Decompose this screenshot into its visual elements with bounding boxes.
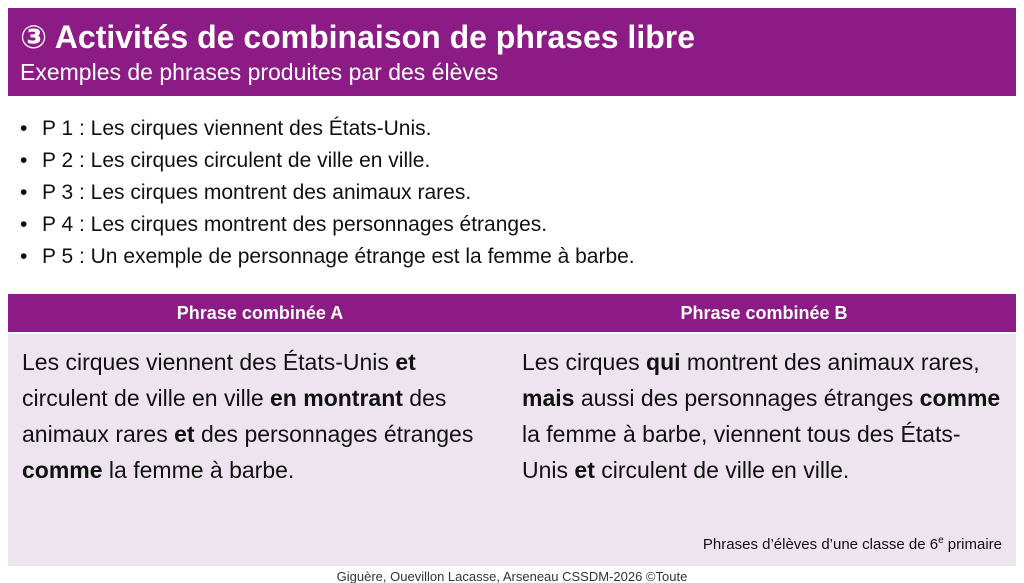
combined-sentence-a bbox=[8, 344, 512, 488]
sentence-segment: montrent des animaux rares, bbox=[680, 349, 980, 375]
footer-credit: Giguère, Ouevillon Lacasse, Arseneau CSSDM-2026 ©Toute bbox=[336, 569, 688, 583]
bullet-icon: • bbox=[20, 181, 28, 204]
sentence-segment: des animaux rares bbox=[22, 385, 447, 447]
source-note-text: Phrases d’élèves d’une classe de 6 bbox=[702, 536, 939, 553]
sentence-segment: des personnages étranges bbox=[194, 421, 474, 447]
table-body-row bbox=[8, 334, 1016, 488]
sentence-item bbox=[20, 177, 635, 209]
combined-sentence-b bbox=[512, 344, 1016, 488]
sentence-item bbox=[20, 209, 635, 241]
slide-title: ③ Activités de combinaison de phrases libre bbox=[20, 19, 695, 55]
sentence-item bbox=[20, 241, 635, 273]
column-header-a: Phrase combinée A bbox=[176, 303, 344, 323]
sentence-segment: circulent de ville en ville. bbox=[594, 457, 850, 483]
sentence-text: P 5 : Un exemple de personnage étrange est la femme à barbe. bbox=[42, 245, 635, 268]
connector-word: comme bbox=[22, 457, 103, 483]
slide-header bbox=[8, 8, 1016, 96]
sentence-segment: aussi des personnages étranges bbox=[574, 385, 920, 411]
connector-word: mais bbox=[522, 385, 575, 411]
sentence-segment: la femme à barbe. bbox=[102, 457, 295, 483]
sentence-item bbox=[20, 113, 635, 145]
sentence-text: P 1 : Les cirques viennent des États-Unis. bbox=[42, 117, 432, 140]
source-note-text: primaire bbox=[943, 536, 1002, 553]
slide-subtitle: Exemples de phrases produites par des élèves bbox=[20, 59, 499, 85]
column-header-b: Phrase combinée B bbox=[680, 303, 848, 323]
sentence-segment: la femme à barbe, viennent tous des États-Unis bbox=[522, 421, 961, 483]
sentence-segment: Les cirques bbox=[522, 349, 647, 375]
sentence-segment: circulent de ville en ville bbox=[22, 385, 271, 411]
sentence-item bbox=[20, 145, 635, 177]
connector-word: et bbox=[174, 421, 195, 447]
sentence-text: P 4 : Les cirques montrent des personnages étranges. bbox=[42, 213, 548, 236]
ordinal-suffix: e bbox=[938, 535, 944, 546]
combined-sentences-table bbox=[8, 294, 1016, 566]
bullet-icon: • bbox=[20, 149, 28, 172]
connector-word: et bbox=[574, 457, 595, 483]
sentence-text: P 2 : Les cirques circulent de ville en ville. bbox=[42, 149, 431, 172]
bullet-icon: • bbox=[20, 213, 28, 236]
sentence-segment: Les cirques viennent des États-Unis bbox=[22, 349, 396, 375]
bullet-icon: • bbox=[20, 245, 28, 268]
sentence-text: P 3 : Les cirques montrent des animaux rares. bbox=[42, 181, 472, 204]
table-header-row bbox=[8, 294, 1016, 334]
connector-word: comme bbox=[919, 385, 1001, 411]
connector-word: qui bbox=[646, 349, 681, 375]
source-note bbox=[703, 535, 1002, 553]
bullet-icon: • bbox=[20, 117, 28, 140]
sentence-list bbox=[20, 113, 635, 273]
connector-word: et bbox=[395, 349, 416, 375]
connector-word: en montrant bbox=[270, 385, 403, 411]
